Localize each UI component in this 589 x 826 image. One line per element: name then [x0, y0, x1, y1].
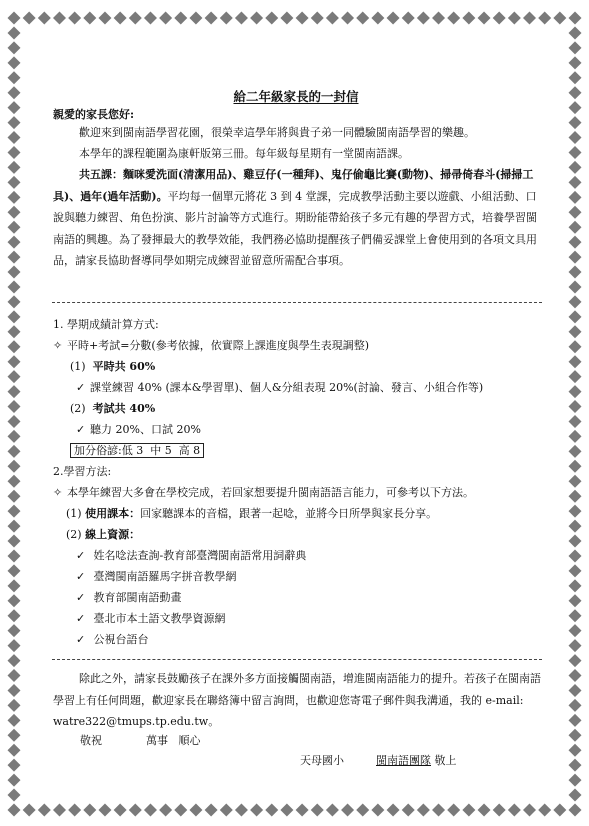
border-diamond	[326, 12, 339, 25]
border-diamond	[569, 236, 582, 249]
border-diamond	[174, 12, 187, 25]
border-diamond	[553, 12, 566, 25]
border-diamond	[569, 594, 582, 607]
border-diamond	[569, 280, 582, 293]
border-diamond	[569, 370, 582, 383]
border-diamond	[553, 804, 566, 817]
border-diamond	[220, 804, 233, 817]
border-diamond	[8, 101, 21, 114]
border-diamond	[569, 400, 582, 413]
border-diamond	[265, 804, 278, 817]
signature: 天母國小 閩南語團隊 敬上	[300, 754, 457, 767]
border-diamond	[189, 804, 202, 817]
border-diamond	[569, 101, 582, 114]
border-diamond	[569, 251, 582, 264]
course-description: 平均每一個單元將花 3 到 4 堂課，完成教學活動主要以遊戲、小組活動、口說與聽力練習、角色扮演、影片討論等方式進行。期盼能帶給孩子多元有趣的學習方式，培養學習閩南語的興趣。為了發揮最大的教學效能，我們務必協助提醒孩子們備妥課堂上會使用到的各項文具用品，請家長協助督導同學如期完成練習並留意所需配合事項。	[53, 189, 537, 267]
border-diamond	[326, 804, 339, 817]
border-diamond	[569, 789, 582, 802]
border-diamond	[38, 804, 51, 817]
border-diamond	[83, 804, 96, 817]
border-diamond	[8, 624, 21, 637]
border-diamond	[569, 639, 582, 652]
border-diamond	[371, 804, 384, 817]
border-diamond	[98, 804, 111, 817]
border-diamond	[220, 12, 233, 25]
border-diamond	[8, 146, 21, 159]
border-diamond	[569, 774, 582, 787]
border-diamond	[8, 654, 21, 667]
border-diamond	[569, 729, 582, 742]
border-diamond	[569, 56, 582, 69]
check-icon: ✓	[76, 612, 86, 625]
border-diamond	[129, 12, 142, 25]
border-diamond	[387, 804, 400, 817]
border-diamond	[53, 12, 66, 25]
border-diamond	[8, 161, 21, 174]
border-diamond	[296, 804, 309, 817]
border-diamond	[569, 579, 582, 592]
border-diamond	[205, 804, 218, 817]
border-diamond	[402, 12, 415, 25]
border-diamond	[569, 654, 582, 667]
border-diamond	[569, 564, 582, 577]
border-diamond	[569, 535, 582, 548]
border-diamond	[8, 116, 21, 129]
border-diamond	[493, 12, 506, 25]
border-diamond	[8, 609, 21, 622]
resource-item: ✓ 公視台語台	[76, 633, 149, 646]
border-diamond	[523, 12, 536, 25]
border-diamond	[8, 490, 21, 503]
border-diamond	[8, 236, 21, 249]
check-icon: ✓	[76, 423, 86, 436]
method-online: (2) 線上資源：	[66, 528, 141, 541]
border-diamond	[569, 490, 582, 503]
border-diamond	[8, 744, 21, 757]
intro-paragraph-3	[53, 164, 541, 272]
check-icon: ✓	[76, 633, 86, 646]
border-diamond	[569, 41, 582, 54]
border-diamond	[569, 325, 582, 338]
border-diamond	[569, 176, 582, 189]
border-diamond	[569, 385, 582, 398]
border-diamond	[114, 12, 127, 25]
border-diamond	[8, 355, 21, 368]
border-diamond	[569, 295, 582, 308]
border-diamond	[8, 206, 21, 219]
border-diamond	[341, 12, 354, 25]
border-diamond	[462, 12, 475, 25]
border-diamond	[174, 804, 187, 817]
border-diamond	[538, 12, 551, 25]
border-diamond	[144, 12, 157, 25]
border-diamond	[8, 714, 21, 727]
border-diamond	[311, 12, 324, 25]
grading-regular-detail: ✓ 課堂練習 40% (課本&學習單)、個人&分組表現 20%(討論、發言、小組合作等)	[76, 381, 484, 394]
border-diamond	[569, 759, 582, 772]
border-diamond	[8, 684, 21, 697]
course-units: 共五課：麵咪愛洗面(清潔用品)、雞豆仔(一種拜)、鬼仔偷龜比賽(動物)、掃帚倚春斗(掃掃工具)、過年(過年活動)。	[53, 168, 534, 203]
border-diamond	[38, 12, 51, 25]
border-diamond	[569, 161, 582, 174]
border-diamond	[8, 669, 21, 682]
border-diamond	[569, 460, 582, 473]
border-diamond	[8, 221, 21, 234]
border-diamond	[356, 12, 369, 25]
resource-item: ✓ 臺北市本土語文教學資源網	[76, 612, 226, 625]
intro-paragraph-2: 本學年的課程範圍為康軒版第三冊。每年級每星期有一堂閩南語課。	[79, 147, 409, 160]
border-diamond	[8, 535, 21, 548]
border-diamond	[8, 310, 21, 323]
section2-heading: 2.學習方法:	[53, 465, 112, 478]
border-diamond	[8, 639, 21, 652]
border-diamond	[265, 12, 278, 25]
border-diamond	[8, 71, 21, 84]
section-divider	[52, 659, 542, 660]
border-diamond	[569, 12, 582, 25]
border-diamond	[569, 266, 582, 279]
border-diamond	[8, 280, 21, 293]
border-diamond	[8, 430, 21, 443]
border-diamond	[8, 475, 21, 488]
border-diamond	[8, 26, 21, 39]
border-diamond	[569, 355, 582, 368]
border-diamond	[569, 505, 582, 518]
border-diamond	[68, 804, 81, 817]
border-diamond	[8, 699, 21, 712]
border-diamond	[569, 714, 582, 727]
border-diamond	[523, 804, 536, 817]
letter-title: 給二年級家長的一封信	[233, 89, 359, 104]
border-diamond	[569, 146, 582, 159]
border-diamond	[371, 12, 384, 25]
border-diamond	[538, 804, 551, 817]
border-diamond	[83, 12, 96, 25]
border-diamond	[8, 594, 21, 607]
border-diamond	[508, 804, 521, 817]
border-diamond	[250, 12, 263, 25]
border-diamond	[569, 699, 582, 712]
border-diamond	[569, 804, 582, 817]
border-diamond	[569, 26, 582, 39]
diamond-icon: ✧	[53, 486, 63, 499]
border-diamond	[356, 804, 369, 817]
border-diamond	[447, 804, 460, 817]
closing-paragraph: 除此之外，請家長鼓勵孩子在課外多方面接觸閩南語，增進閩南語能力的提升。若孩子在閩南語學習上有任何問題，歡迎家長在聯絡簿中留言詢問，也歡迎您寄電子郵件與我溝通，我的 e-mail: watre322@tmups.tp.edu.tw。	[53, 672, 541, 728]
border-diamond	[8, 460, 21, 473]
border-diamond	[53, 804, 66, 817]
border-diamond	[569, 624, 582, 637]
grading-formula: ✧ 平時+考試=分數(參考依據，依實際上課進度與學生表現調整)	[53, 339, 370, 352]
border-diamond	[569, 669, 582, 682]
border-diamond	[493, 804, 506, 817]
border-diamond	[8, 131, 21, 144]
border-diamond	[447, 12, 460, 25]
check-icon: ✓	[76, 381, 86, 394]
border-diamond	[8, 86, 21, 99]
grading-item-exam: (2) 考試共 40%	[70, 402, 156, 415]
border-diamond	[129, 804, 142, 817]
border-diamond	[8, 445, 21, 458]
border-diamond	[8, 266, 21, 279]
closing-regards: 敬祝 萬事 順心	[80, 734, 201, 747]
border-diamond	[8, 385, 21, 398]
border-diamond	[341, 804, 354, 817]
border-diamond	[8, 191, 21, 204]
border-diamond	[478, 12, 491, 25]
border-diamond	[387, 12, 400, 25]
border-diamond	[8, 729, 21, 742]
border-diamond	[8, 549, 21, 562]
border-diamond	[8, 520, 21, 533]
border-diamond	[569, 744, 582, 757]
border-diamond	[569, 131, 582, 144]
border-diamond	[8, 804, 21, 817]
border-diamond	[311, 804, 324, 817]
border-diamond	[98, 12, 111, 25]
border-diamond	[8, 12, 21, 25]
grading-exam-detail: ✓ 聽力 20%、口試 20%	[76, 423, 201, 436]
border-diamond	[8, 759, 21, 772]
grading-item-regular: (1) 平時共 60%	[70, 360, 156, 373]
border-diamond	[8, 325, 21, 338]
resource-item: ✓ 教育部閩南語動畫	[76, 591, 182, 604]
border-diamond	[280, 12, 293, 25]
diamond-icon: ✧	[53, 339, 63, 352]
bonus-proverbs: 加分俗諺:低 3 中 5 高 8	[70, 442, 204, 458]
border-diamond	[8, 295, 21, 308]
border-diamond	[8, 415, 21, 428]
border-diamond	[462, 804, 475, 817]
border-diamond	[569, 430, 582, 443]
border-diamond	[235, 804, 248, 817]
border-diamond	[8, 579, 21, 592]
border-diamond	[8, 41, 21, 54]
border-diamond	[432, 12, 445, 25]
border-diamond	[417, 804, 430, 817]
check-icon: ✓	[76, 549, 86, 562]
learning-intro: ✧ 本學年練習大多會在學校完成，若回家想要提升閩南語語言能力，可參考以下方法。	[53, 486, 474, 499]
border-diamond	[569, 191, 582, 204]
border-diamond	[569, 609, 582, 622]
border-diamond	[23, 12, 36, 25]
border-diamond	[569, 475, 582, 488]
border-diamond	[189, 12, 202, 25]
border-diamond	[432, 804, 445, 817]
resource-item: ✓ 姓名唸法查詢-教育部臺灣閩南語常用詞辭典	[76, 549, 307, 562]
border-diamond	[8, 400, 21, 413]
border-diamond	[8, 564, 21, 577]
salutation: 親愛的家長您好:	[53, 108, 135, 121]
section1-heading: 1. 學期成績計算方式:	[53, 318, 159, 331]
border-diamond	[8, 56, 21, 69]
border-diamond	[235, 12, 248, 25]
border-diamond	[159, 12, 172, 25]
border-diamond	[569, 221, 582, 234]
resource-item: ✓ 臺灣閩南語羅馬字拼音教學網	[76, 570, 237, 583]
border-diamond	[114, 804, 127, 817]
border-diamond	[569, 684, 582, 697]
border-diamond	[417, 12, 430, 25]
border-diamond	[8, 505, 21, 518]
border-diamond	[144, 804, 157, 817]
border-diamond	[250, 804, 263, 817]
border-diamond	[159, 804, 172, 817]
border-diamond	[569, 445, 582, 458]
border-diamond	[569, 206, 582, 219]
border-diamond	[569, 71, 582, 84]
border-diamond	[8, 370, 21, 383]
border-diamond	[8, 789, 21, 802]
border-diamond	[569, 415, 582, 428]
border-diamond	[569, 340, 582, 353]
intro-paragraph-1: 歡迎來到閩南語學習花園，很榮幸這學年將與貴子弟一同體驗閩南語學習的樂趣。	[79, 126, 475, 139]
border-diamond	[508, 12, 521, 25]
border-diamond	[569, 520, 582, 533]
border-diamond	[569, 116, 582, 129]
border-diamond	[569, 310, 582, 323]
border-diamond	[569, 549, 582, 562]
section-divider	[52, 302, 542, 303]
border-diamond	[68, 12, 81, 25]
check-icon: ✓	[76, 570, 86, 583]
border-diamond	[205, 12, 218, 25]
border-diamond	[478, 804, 491, 817]
border-diamond	[23, 804, 36, 817]
border-diamond	[8, 774, 21, 787]
method-textbook: (1) 使用課本：回家聽課本的音檔，跟著一起唸，並將今日所學與家長分享。	[66, 507, 438, 520]
border-diamond	[402, 804, 415, 817]
border-diamond	[8, 176, 21, 189]
border-diamond	[8, 251, 21, 264]
border-diamond	[280, 804, 293, 817]
check-icon: ✓	[76, 591, 86, 604]
border-diamond	[296, 12, 309, 25]
border-diamond	[569, 86, 582, 99]
border-diamond	[8, 340, 21, 353]
